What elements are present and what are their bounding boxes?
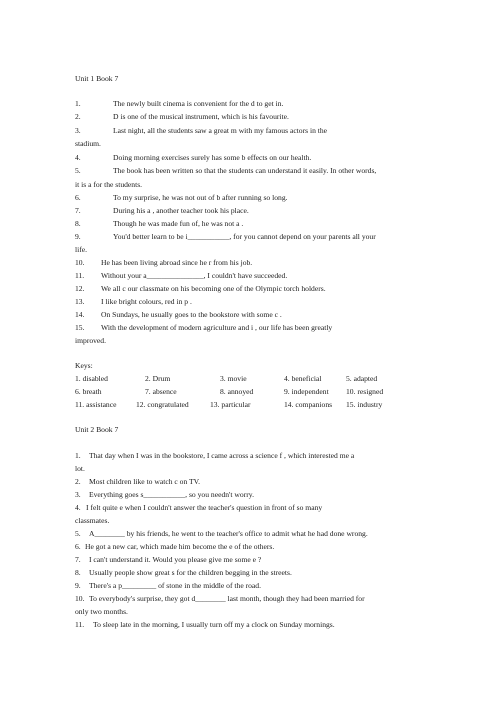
unit1-heading: Unit 1 Book 7 <box>75 74 119 83</box>
key-cell: 13. particular <box>210 400 251 409</box>
key-cell: 8. annoyed <box>220 387 254 396</box>
question-text: That day when I was in the bookstore, I came across a science f , which interested me a <box>89 451 355 460</box>
question-text: On Sundays, he usually goes to the bookstore with some c . <box>101 310 282 319</box>
question-number: 12. <box>75 284 85 293</box>
question-number: 10. <box>75 258 85 267</box>
question-text: We all c our classmate on his becoming one of the Olympic torch holders. <box>101 284 326 293</box>
question-text: You'd better learn to be i___________, for you cannot depend on your parents all your <box>113 232 376 241</box>
key-cell: 5. adapted <box>346 374 378 383</box>
question-text-cont: it is a for the students. <box>75 180 143 189</box>
question-number: 5. <box>75 166 81 175</box>
question-text: During his a , another teacher took his place. <box>113 206 249 215</box>
key-cell: 12. congratulated <box>136 400 189 409</box>
question-text: To my surprise, he was not out of b after running so long. <box>113 193 288 202</box>
key-cell: 6. breath <box>75 387 102 396</box>
question-number: 8. <box>75 219 81 228</box>
question-text: To everybody's surprise, they got d________ last month, though they had been married for <box>89 594 365 603</box>
question-number: 3. <box>75 490 81 499</box>
question-text: A________ by his friends, he went to the teacher's office to admit what he had done wrong. <box>89 529 368 538</box>
key-cell: 14. companions <box>284 400 333 409</box>
question-number: 5. <box>75 529 81 538</box>
question-text: He has been living abroad since he r from his job. <box>101 258 253 267</box>
question-number: 3. <box>75 126 81 135</box>
question-text: I can't understand it. Would you please give me some e ? <box>89 555 262 564</box>
key-cell: 10. resigned <box>346 387 384 396</box>
key-cell: 3. movie <box>220 374 247 383</box>
key-cell: 2. Drum <box>145 374 171 383</box>
question-text: Everything goes s___________, so you needn't worry. <box>89 490 254 499</box>
question-number: 9. <box>75 581 81 590</box>
key-cell: 15. industry <box>346 400 383 409</box>
question-text: I felt quite e when I couldn't answer the teacher's question in front of so many <box>86 503 323 512</box>
question-text: There's a p_________ of stone in the middle of the road. <box>89 581 261 590</box>
question-number: 2. <box>75 477 81 486</box>
question-number: 7. <box>75 206 81 215</box>
question-number: 11. <box>75 620 85 629</box>
question-text: Doing morning exercises surely has some b effects on our health. <box>113 153 312 162</box>
keys-label: Keys: <box>75 361 93 370</box>
question-number: 11. <box>75 271 85 280</box>
unit2-heading: Unit 2 Book 7 <box>75 425 119 434</box>
question-number: 6. <box>75 193 81 202</box>
question-text-cont: only two months. <box>75 607 128 616</box>
question-text-cont: life. <box>75 245 88 254</box>
question-text: Though he was made fun of, he was not a . <box>113 219 244 228</box>
question-text: The newly built cinema is convenient for the d to get in. <box>113 99 284 108</box>
question-number: 13. <box>75 297 85 306</box>
key-cell: 9. independent <box>284 387 329 396</box>
question-number: 9. <box>75 232 81 241</box>
question-number: 15. <box>75 323 85 332</box>
question-text-cont: stadium. <box>75 139 101 148</box>
question-text: Last night, all the students saw a great m with my famous actors in the <box>113 126 328 135</box>
question-number: 10. <box>75 594 85 603</box>
key-cell: 4. beneficial <box>284 374 322 383</box>
question-text: I like bright colours, red in p . <box>101 297 192 306</box>
question-text: D is one of the musical instrument, which is his favourite. <box>113 112 289 121</box>
key-cell: 11. assistance <box>75 400 117 409</box>
question-text: Usually people show great s for the children begging in the streets. <box>89 568 292 577</box>
question-number: 1. <box>75 99 81 108</box>
question-text-cont: lot. <box>75 464 85 473</box>
question-number: 4. <box>75 153 81 162</box>
key-cell: 7. absence <box>145 387 177 396</box>
question-text: Most children like to watch c on TV. <box>89 477 201 486</box>
question-number: 4. <box>75 503 81 512</box>
question-number: 2. <box>75 112 81 121</box>
question-number: 14. <box>75 310 85 319</box>
question-number: 7. <box>75 555 81 564</box>
question-number: 6. <box>75 542 81 551</box>
question-text: He got a new car, which made him become the e of the others. <box>85 542 275 551</box>
question-text-cont: classmates. <box>75 516 110 525</box>
question-text: With the development of modern agriculture and i , our life has been greatly <box>101 323 333 332</box>
key-cell: 1. disabled <box>75 374 108 383</box>
question-text: The book has been written so that the students can understand it easily. In other words, <box>113 166 377 175</box>
question-number: 8. <box>75 568 81 577</box>
question-text: To sleep late in the morning, I usually turn off my a clock on Sunday mornings. <box>93 620 335 629</box>
question-number: 1. <box>75 451 81 460</box>
question-text: Without your a_______________, I couldn't have succeeded. <box>101 271 288 280</box>
question-text-cont: improved. <box>75 336 107 345</box>
